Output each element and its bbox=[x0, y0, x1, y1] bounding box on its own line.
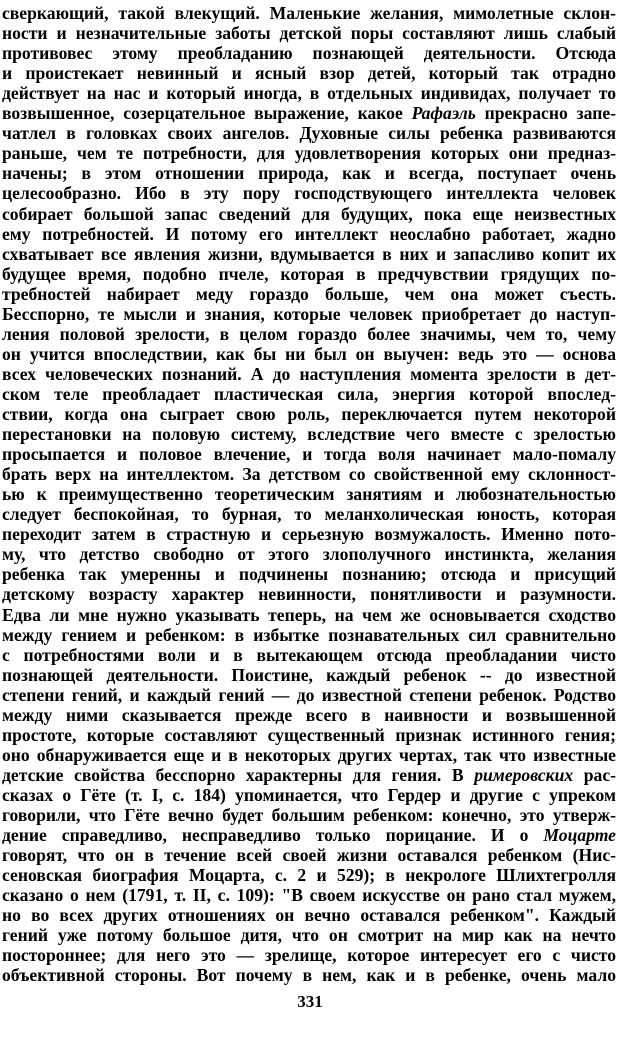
text-line: ности и незначительные заботы детской поры составляют лишь слабый bbox=[2, 23, 616, 44]
text-line: объективной стороны. Вот почему в нем, как и в ребенке, очень мало bbox=[2, 965, 616, 986]
text-line: детские свойства бесспорно характерны для гения. В римеровских рас- bbox=[2, 764, 616, 785]
text-line: постороннее; для него это — зрелище, которое интересует его с чисто bbox=[2, 945, 616, 966]
text-line: Едва ли мне нужно указывать теперь, на чем же основывается сходство bbox=[2, 604, 616, 625]
text-line: просыпается и половое влечение, и тогда воля начинает мало-помалу bbox=[2, 444, 616, 465]
text-line: сказано о нем (1791, т. II, с. 109): "В своем искусстве он рано стал мужем, bbox=[2, 885, 616, 906]
text-line: ления половой зрелости, в целом гораздо более значимы, чем то, чему bbox=[2, 323, 616, 344]
text-line: требностей набирает меду гораздо больше, чем она может съесть. bbox=[2, 283, 616, 304]
text-line: говорили, что Гёте вечно будет большим ребенком: конечно, это утверж- bbox=[2, 805, 616, 825]
text-line: между ними сказывается прежде всего в наивности и возвышенной bbox=[2, 704, 616, 725]
text-line: Бесспорно, те мысли и знания, которые человек приобретает до наступ- bbox=[2, 303, 616, 324]
text-line: ью к преимущественно теоретическим занятиям и любознательностью bbox=[2, 484, 616, 505]
text-line: простоте, которые составляют существенный признак истинного гения; bbox=[2, 724, 616, 745]
text-line: но во всех других отношениях он вечно оставался ребенком". Каждый bbox=[2, 905, 616, 926]
text-line: схватывает все явления жизни, вдумывается в них и запасливо копит их bbox=[2, 243, 616, 264]
text-line: целесообразно. Ибо в эту пору господствующего интеллекта человек bbox=[2, 183, 616, 204]
text-line: говорят, что он в течение всей своей жизни оставался ребенком (Нис- bbox=[2, 845, 616, 866]
text-line: собирает большой запас сведений для будущих, пока еще неизвестных bbox=[2, 203, 616, 224]
text-line: переходит затем в страстную и серьезную возмужалость. Именно пото- bbox=[2, 524, 616, 545]
text-line: он учится впоследствии, как бы ни был он выучен: ведь это — основа bbox=[2, 343, 616, 364]
text-line: сеновская биография Моцарта, с. 2 и 529); в некрологе Шлихтегролля bbox=[2, 865, 616, 886]
text-line: будущее время, подобно пчеле, которая в предчувствии грядущих по- bbox=[2, 263, 616, 284]
text-line: сверкающий, такой влекущий. Маленькие желания, мимолетные склон- bbox=[2, 3, 616, 23]
text-line: оно обнаруживается еще и в некоторых других чертах, так что известные bbox=[2, 744, 616, 765]
text-line: ствии, когда она сыграет свою роль, переключается путем некоторой bbox=[2, 404, 616, 424]
text-line: ему потребностей. И потому его интеллект неослабно работает, жадно bbox=[2, 223, 616, 244]
text-line: и проистекает невинный и ясный взор детей, который так отрадно bbox=[2, 63, 616, 84]
text-line: чатлел в головках своих ангелов. Духовные силы ребенка развиваются bbox=[2, 123, 616, 144]
text-line: противовес этому преобладанию познающей деятельности. Отсюда bbox=[2, 43, 616, 64]
text-line: раньше, чем те потребности, для удовлетворения которых они предназ- bbox=[2, 143, 616, 164]
text-line: сказах о Гёте (т. I, с. 184) упоминается, что Гердер и другие с упреком bbox=[2, 784, 616, 805]
text-line: между гением и ребенком: в избытке познавательных сил сравнительно bbox=[2, 624, 616, 645]
text-line: му, что детство свободно от этого злополучного инстинкта, желания bbox=[2, 544, 616, 565]
text-line: дение справедливо, несправедливо только порицание. И о Моцарте bbox=[2, 825, 616, 846]
text-line: брать верх на интеллектом. За детством со свойственной ему склонност- bbox=[2, 464, 616, 485]
text-line: начены; в этом отношении природа, как и всегда, поступает очень bbox=[2, 163, 616, 184]
text-line: познающей деятельности. Поистине, каждый ребенок -- до известной bbox=[2, 664, 616, 685]
page-number: 331 bbox=[297, 992, 323, 1011]
text-line: ском теле преобладает пластическая сила, энергия которой впослед- bbox=[2, 383, 616, 404]
text-line: ребенка так умеренны и подчинены познанию; отсюда и присущий bbox=[2, 564, 616, 585]
text-line: всех человеческих познаний. А до наступления момента зрелости в дет- bbox=[2, 363, 616, 384]
text-line: действует на нас и который иногда, в отдельных индивидах, получает то bbox=[2, 83, 616, 104]
text-line: с потребностями воли и в вытекающем отсюда преобладании чисто bbox=[2, 644, 616, 665]
text-line: гений уже потому большое дитя, что он смотрит на мир как на нечто bbox=[2, 925, 616, 946]
text-line: возвышенное, созерцательное выражение, какое Рафаэль прекрасно запе- bbox=[2, 103, 616, 124]
text-line: следует беспокойная, то бурная, то меланхолическая юность, которая bbox=[2, 504, 616, 525]
text-line: детскому возрасту характер невинности, понятливости и разумности. bbox=[2, 584, 616, 605]
text-line: степени гений, и каждый гений — до известной степени ребенок. Родство bbox=[2, 684, 616, 705]
text-line: перестановки на половую систему, вследствие чего вместе с зрелостью bbox=[2, 424, 616, 445]
